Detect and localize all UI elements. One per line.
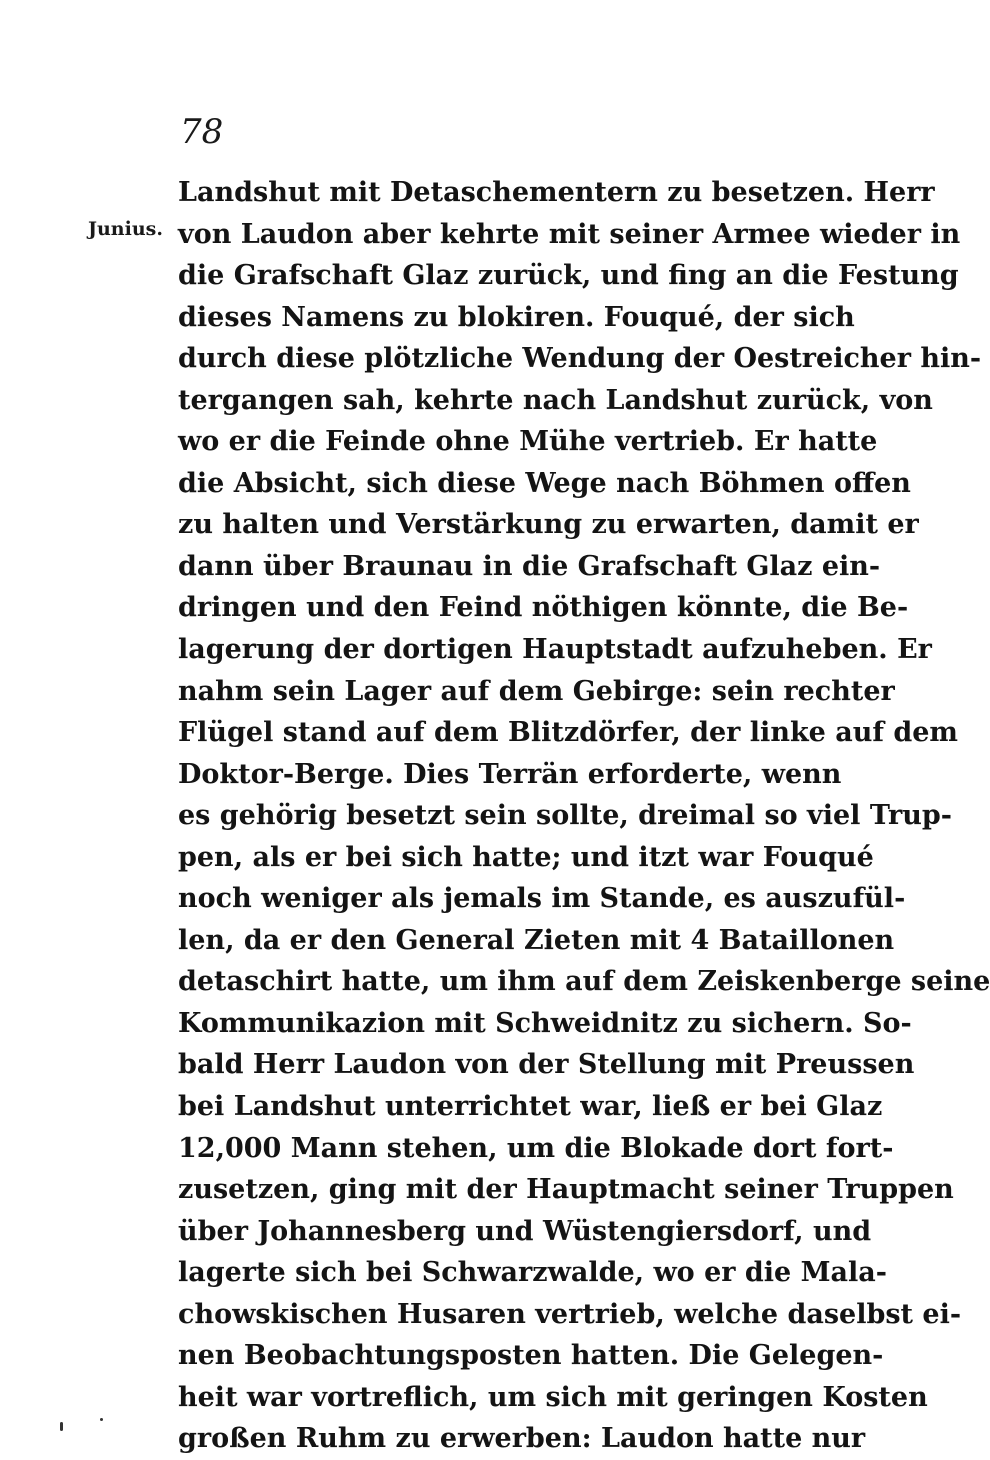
text-line: detaschirt hatte, um ihm auf dem Zeiskenberge seine — [178, 966, 990, 998]
ink-speck — [60, 1422, 63, 1431]
text-line: wo er die Feinde ohne Mühe vertrieb. Er hatte — [178, 426, 878, 458]
text-line: von Laudon aber kehrte mit seiner Armee wieder in — [178, 218, 961, 250]
text-line: tergangen sah, kehrte nach Landshut zurück, von — [178, 384, 933, 416]
text-line: dringen und den Feind nöthigen könnte, die Be- — [178, 592, 909, 624]
text-line: die Grafschaft Glaz zurück, und fing an die Festung — [178, 260, 959, 292]
text-line: Kommunikazion mit Schweidnitz zu sichern. So- — [178, 1007, 912, 1039]
text-line: Flügel stand auf dem Blitzdörfer, der linke auf dem — [178, 717, 958, 749]
text-line: chowskischen Husaren vertrieb, welche daselbst ei- — [178, 1298, 962, 1330]
text-line: noch weniger als jemals im Stande, es auszufül- — [178, 883, 906, 915]
text-line: dann über Braunau in die Grafschaft Glaz ein- — [178, 550, 881, 582]
text-line: dieses Namens zu blokiren. Fouqué, der sich — [178, 301, 855, 333]
body-text — [178, 172, 990, 1460]
text-line: lagerung der dortigen Hauptstadt aufzuheben. Er — [178, 634, 932, 666]
text-line: großen Ruhm zu erwerben: Laudon hatte nur — [178, 1423, 866, 1455]
text-line: lagerte sich bei Schwarzwalde, wo er die Mala- — [178, 1257, 887, 1289]
text-line: bald Herr Laudon von der Stellung mit Preussen — [178, 1049, 915, 1081]
text-line: nen Beobachtungsposten hatten. Die Gelegen- — [178, 1340, 884, 1372]
text-line: heit war vortreflich, um sich mit geringen Kosten — [178, 1381, 928, 1413]
text-line: zu halten und Verstärkung zu erwarten, damit er — [178, 509, 919, 541]
text-line: Doktor-Berge. Dies Terrän erforderte, wenn — [178, 758, 842, 790]
text-line: pen, als er bei sich hatte; und itzt war Fouqué — [178, 841, 874, 873]
page-number: 78 — [180, 112, 224, 152]
margin-note: Junius. — [88, 218, 163, 240]
text-line: über Johannesberg und Wüstengiersdorf, und — [178, 1215, 872, 1247]
text-line: 12,000 Mann stehen, um die Blokade dort fort- — [178, 1132, 894, 1164]
text-line: nahm sein Lager auf dem Gebirge: sein rechter — [178, 675, 895, 707]
text-line: bei Landshut unterrichtet war, ließ er bei Glaz — [178, 1091, 883, 1123]
text-line: Landshut mit Detaschementern zu besetzen. Herr — [178, 177, 935, 208]
text-line: durch diese plötzliche Wendung der Oestreicher hin- — [178, 343, 982, 375]
ink-speck — [100, 1418, 103, 1421]
text-line: len, da er den General Zieten mit 4 Bataillonen — [178, 924, 895, 956]
text-line: die Absicht, sich diese Wege nach Böhmen offen — [178, 467, 911, 499]
text-line: zusetzen, ging mit der Hauptmacht seiner Truppen — [178, 1174, 954, 1206]
text-line: es gehörig besetzt sein sollte, dreimal so viel Trup- — [178, 800, 952, 832]
